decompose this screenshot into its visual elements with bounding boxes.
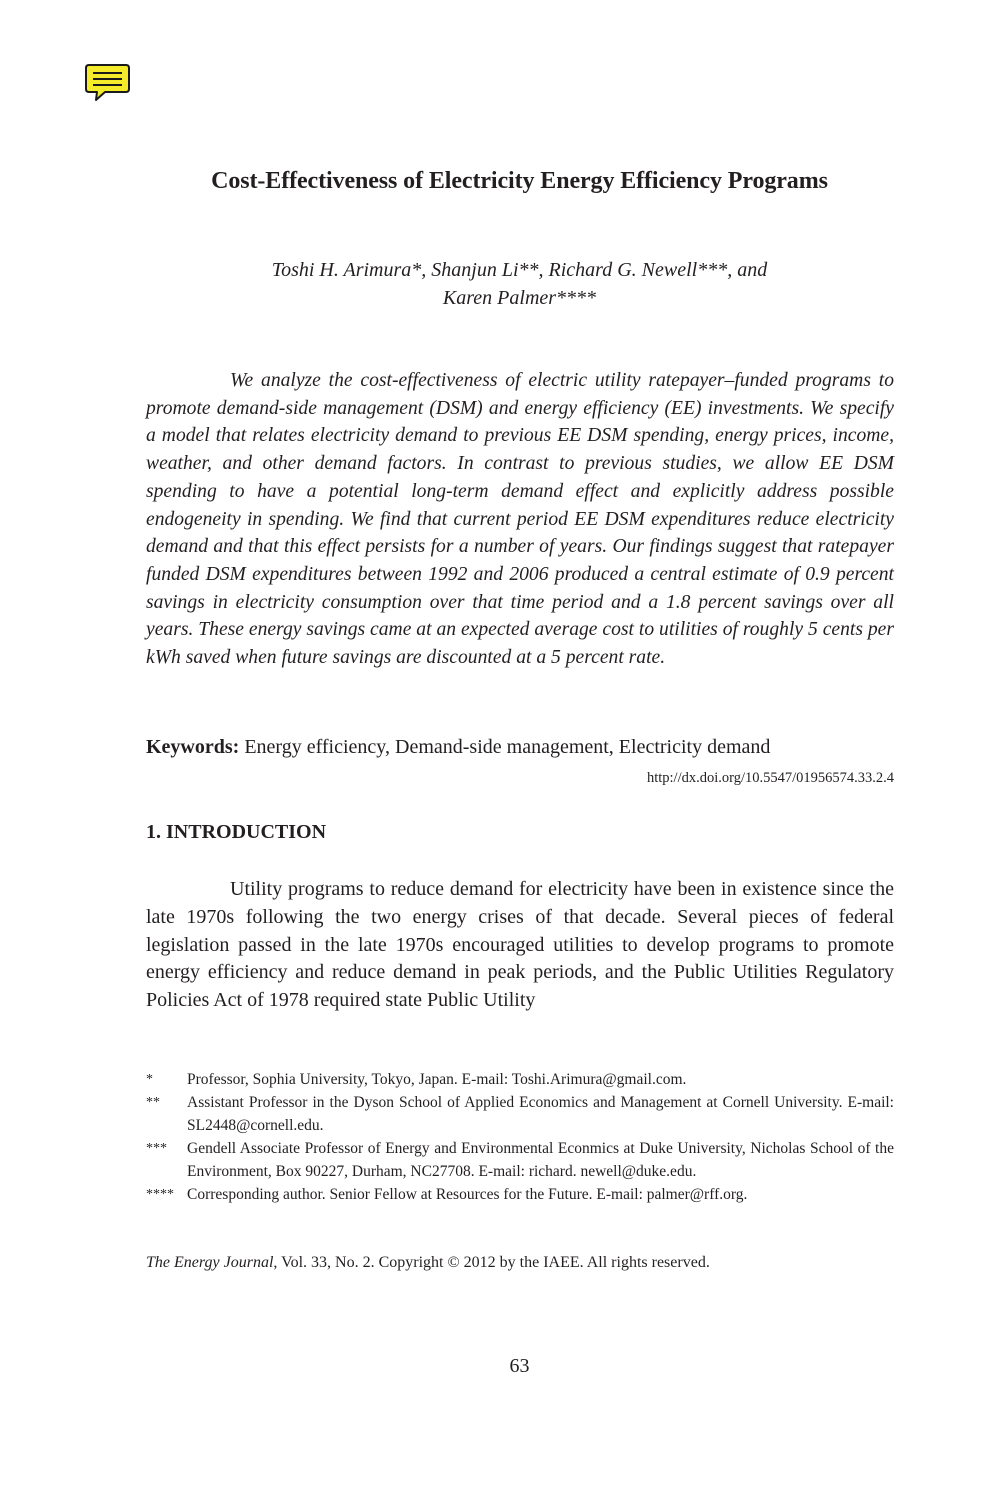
author-list [0,256,1001,312]
keywords-text: Energy efficiency, Demand-side management, Electricity demand [244,736,771,758]
comment-note-icon-graphic [85,62,131,104]
footnote-text: Assistant Professor in the Dyson School of Applied Economics and Management at Cornell University. E-mail: SL2448@cornell.edu. [187,1094,894,1134]
footnote [146,1183,894,1206]
footnote [146,1091,894,1137]
author-line-2: Karen Palmer**** [442,287,597,309]
author-line-1: Toshi H. Arimura*, Shanjun Li**, Richard G. Newell***, and [271,259,768,281]
footnotes [146,1068,894,1206]
footnote [146,1068,894,1091]
journal-name: The Energy Journal [146,1254,274,1271]
footnote-text: Corresponding author. Senior Fellow at Resources for the Future. E-mail: palmer@rff.org. [187,1186,748,1203]
footnote-text: Gendell Associate Professor of Energy and Environmental Econmics at Duke University, Nicholas School of the Environment, Box 90227, Durham, NC27708. E-mail: richard. newell@duke.edu. [187,1140,894,1180]
journal-citation [146,1254,710,1272]
paper-title: Cost-Effectiveness of Electricity Energy Efficiency Programs [211,168,828,194]
footnote [146,1137,894,1183]
intro-paragraph: Utility programs to reduce demand for electricity have been in existence since the late 1970s following the two energy crises of that decade. Several pieces of federal legislation passed in the late 1970s encouraged utilities to develop programs to promote energy efficiency and reduce demand in peak periods, and the Public Utilities Regulatory Policies Act of 1978 required state Public Utility [146,878,894,1012]
intro-section [146,876,894,1015]
doi-link[interactable]: http://dx.doi.org/10.5547/01956574.33.2.4 [646,770,894,786]
abstract [146,367,894,672]
comment-note-icon[interactable] [85,62,131,104]
footnote-mark: ** [146,1095,160,1110]
keywords [146,734,894,760]
journal-details: , Vol. 33, No. 2. Copyright © 2012 by the IAEE. All rights reserved. [273,1254,710,1271]
footnote-mark: * [146,1072,153,1087]
abstract-text: We analyze the cost-effectiveness of electric utility ratepayer–funded programs to promote demand-side management (DSM) and energy efficiency (EE) investments. We specify a model that relates electricity demand to previous EE DSM spending, energy prices, income, weather, and other demand factors. In contrast to previous studies, we allow EE DSM spending to have a potential long-term demand effect and explicitly address possible endogeneity in spending. We find that current period EE DSM expenditures reduce electricity demand and that this effect persists for a number of years. Our findings suggest that ratepayer funded DSM expenditures between 1992 and 2006 produced a central estimate of 0.9 percent savings in electricity consumption over that time period and a 1.8 percent savings over all years. These energy savings came at an expected average cost to utilities of roughly 5 cents per kWh saved when future savings are discounted at a 5 percent rate. [146,370,894,669]
footnote-text: Professor, Sophia University, Tokyo, Japan. E-mail: Toshi.Arimura@gmail.com. [187,1071,687,1088]
footnote-mark: **** [146,1187,174,1202]
section-heading: 1. INTRODUCTION [146,821,327,843]
page-number: 63 [509,1355,530,1377]
footnote-mark: *** [146,1141,167,1156]
keywords-label: Keywords: [146,736,240,758]
